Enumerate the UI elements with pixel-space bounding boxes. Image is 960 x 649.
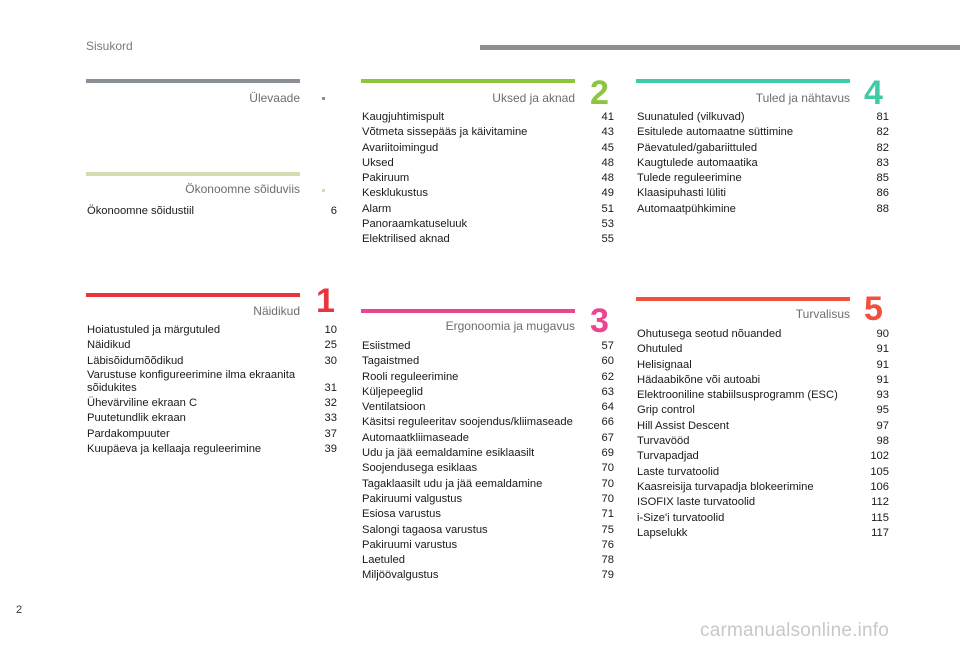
- toc-entry[interactable]: [362, 523, 614, 538]
- toc-entry-title: Ohutusega seotud nõuanded: [637, 328, 782, 340]
- s3-entries: [362, 339, 614, 584]
- toc-entry-page: 105: [870, 465, 889, 478]
- page-number: 2: [16, 604, 23, 616]
- overview-marker: [322, 97, 325, 100]
- header-label: Sisukord: [86, 39, 133, 53]
- toc-entry-title: Hädaabikõne või autoabi: [637, 373, 761, 386]
- toc-entry[interactable]: [637, 526, 889, 541]
- toc-entry[interactable]: [362, 431, 614, 446]
- toc-entry-title: Grip control: [637, 404, 695, 417]
- s3-title: Ergonoomia ja mugavus: [445, 319, 575, 333]
- toc-entry-page: 86: [876, 187, 889, 200]
- toc-entry-title: Käsitsi reguleeritav soojendus/kliimaseade: [362, 416, 573, 429]
- header-bar: [480, 45, 960, 50]
- toc-entry-page: 41: [601, 111, 614, 123]
- toc-entry[interactable]: [637, 358, 889, 373]
- toc-entry-title: Pardakompuuter: [87, 427, 170, 440]
- toc-entry[interactable]: [362, 553, 614, 568]
- toc-entry-page: 63: [601, 385, 614, 398]
- toc-entry-title: Esiosa varustus: [362, 508, 441, 521]
- toc-entry-page: 90: [876, 328, 889, 340]
- s4-number: 4: [864, 74, 883, 112]
- toc-entry-page: 78: [601, 554, 614, 567]
- toc-entry-page: 69: [601, 447, 614, 460]
- s2-title: Uksed ja aknad: [492, 91, 575, 105]
- s2-number: 2: [590, 74, 609, 112]
- toc-entry[interactable]: [637, 171, 889, 186]
- toc-entry-title: Miljöövalgustus: [362, 569, 439, 582]
- toc-entry-title: Esiistmed: [362, 340, 411, 352]
- toc-entry-title: Alarm: [362, 202, 392, 215]
- toc-entry-page: 88: [876, 202, 889, 215]
- eco-entries: [87, 204, 337, 219]
- toc-entry-page: 48: [601, 172, 614, 185]
- toc-entry-title: ISOFIX laste turvatoolid: [637, 496, 756, 509]
- toc-entry-page: 43: [601, 126, 614, 139]
- toc-entry-title: Uksed: [362, 156, 394, 169]
- toc-entry[interactable]: [637, 125, 889, 140]
- s4-bar: [636, 79, 850, 83]
- toc-entry-title: Tagaklaasilt udu ja jää eemaldamine: [362, 477, 543, 490]
- toc-entry[interactable]: [362, 446, 614, 461]
- toc-entry[interactable]: [637, 141, 889, 156]
- s1-entries: [87, 323, 337, 457]
- toc-entry-page: 39: [324, 442, 337, 455]
- toc-entry[interactable]: [637, 434, 889, 449]
- toc-entry-page: 91: [876, 358, 889, 371]
- toc-entry-page: 37: [324, 427, 337, 440]
- toc-entry[interactable]: [637, 419, 889, 434]
- toc-entry[interactable]: [637, 156, 889, 171]
- toc-entry-page: 98: [876, 435, 889, 448]
- toc-entry-title: Ühevärviline ekraan C: [87, 397, 198, 410]
- toc-entry-page: 81: [876, 111, 889, 123]
- toc-entry[interactable]: [87, 204, 337, 219]
- toc-entry-page: 76: [601, 538, 614, 551]
- toc-entry-page: 49: [601, 187, 614, 200]
- toc-entry-page: 91: [876, 373, 889, 386]
- toc-entry-title: Laste turvatoolid: [637, 465, 720, 478]
- toc-entry-title: Tagaistmed: [362, 355, 420, 368]
- toc-entry[interactable]: [362, 186, 614, 201]
- toc-entry-page: 25: [324, 339, 337, 352]
- toc-entry-page: 115: [871, 511, 889, 524]
- toc-entry-page: 53: [601, 218, 614, 231]
- toc-entry[interactable]: [362, 202, 614, 217]
- toc-entry-title: Esitulede automaatne süttimine: [637, 126, 794, 139]
- toc-entry-page: 45: [601, 141, 614, 154]
- toc-entry-title: Klaasipuhasti lüliti: [637, 187, 726, 200]
- toc-entry[interactable]: [362, 110, 614, 125]
- toc-entry-title: Salongi tagaosa varustus: [362, 523, 488, 536]
- eco-marker: [322, 189, 325, 192]
- toc-entry-title: Kaasreisija turvapadja blokeerimine: [637, 480, 814, 493]
- toc-entry[interactable]: [637, 373, 889, 388]
- toc-entry[interactable]: [637, 388, 889, 403]
- toc-entry-page: 83: [876, 156, 889, 169]
- toc-entry[interactable]: [362, 538, 614, 553]
- toc-entry-title: Küljepeeglid: [362, 385, 423, 398]
- toc-entry-title: Soojendusega esiklaas: [362, 462, 478, 475]
- toc-entry-page: 55: [601, 233, 614, 246]
- toc-entry[interactable]: [362, 370, 614, 385]
- toc-entry-title: Varustuse konfigureerimine ilma ekraanita sõidukites: [87, 368, 296, 395]
- toc-entry[interactable]: [637, 465, 889, 480]
- s4-entries: [637, 110, 889, 217]
- s1-title: Näidikud: [253, 304, 300, 318]
- toc-entry-page: 30: [324, 354, 337, 367]
- overview-bar: [86, 79, 300, 83]
- toc-entry[interactable]: [362, 232, 614, 247]
- toc-entry-page: 106: [870, 480, 889, 493]
- toc-entry-title: Turvavööd: [637, 435, 690, 448]
- toc-entry-title: Hill Assist Descent: [637, 419, 730, 432]
- toc-entry[interactable]: [362, 156, 614, 171]
- toc-entry-title: Udu ja jää eemaldamine esiklaasilt: [362, 447, 535, 460]
- toc-entry-page: 70: [601, 462, 614, 475]
- toc-entry-page: 6: [330, 205, 337, 217]
- toc-entry[interactable]: [362, 492, 614, 507]
- s5-title: Turvalisus: [795, 307, 850, 321]
- toc-entry-title: Elektrilised aknad: [362, 233, 450, 246]
- toc-entry[interactable]: [362, 568, 614, 583]
- eco-bar: [86, 172, 300, 176]
- toc-entry-page: 112: [871, 496, 889, 509]
- toc-entry[interactable]: [637, 403, 889, 418]
- toc-entry[interactable]: [362, 171, 614, 186]
- toc-entry[interactable]: [362, 461, 614, 476]
- toc-entry-page: 62: [601, 370, 614, 383]
- toc-entry-page: 51: [601, 202, 614, 215]
- toc-entry[interactable]: [87, 427, 337, 442]
- watermark: carmanualsonline.info: [700, 620, 890, 641]
- toc-entry[interactable]: [362, 477, 614, 492]
- toc-entry[interactable]: [87, 323, 337, 338]
- toc-entry-page: 64: [601, 401, 614, 414]
- toc-entry-page: 10: [324, 324, 337, 336]
- toc-entry-title: Pakiruum: [362, 172, 410, 185]
- s2-entries: [362, 110, 614, 248]
- toc-entry-title: Rooli reguleerimine: [362, 370, 459, 383]
- toc-entry-page: 66: [601, 416, 614, 429]
- s1-bar: [86, 293, 300, 297]
- toc-entry-page: 70: [601, 492, 614, 505]
- toc-entry[interactable]: [637, 186, 889, 201]
- toc-entry[interactable]: [87, 442, 337, 457]
- toc-entry-page: 71: [601, 508, 614, 521]
- toc-entry[interactable]: [637, 202, 889, 217]
- toc-entry[interactable]: [637, 511, 889, 526]
- toc-entry[interactable]: [87, 396, 337, 411]
- toc-entry-page: 102: [870, 450, 889, 463]
- toc-entry-page: 97: [876, 419, 889, 432]
- toc-entry-page: 48: [601, 156, 614, 169]
- toc-entry-title: Päevatuled/gabariittuled: [637, 141, 758, 154]
- toc-entry[interactable]: [87, 354, 337, 369]
- toc-entry-page: 85: [876, 172, 889, 185]
- toc-entry[interactable]: [362, 339, 614, 354]
- toc-entry-title: Laetuled: [362, 554, 405, 567]
- toc-entry-title: Kuupäeva ja kellaaja reguleerimine: [87, 442, 262, 455]
- toc-entry[interactable]: [362, 385, 614, 400]
- toc-entry-title: Pakiruumi varustus: [362, 538, 458, 551]
- toc-entry-title: Automaatpühkimine: [637, 202, 736, 215]
- toc-entry-title: Kaugtulede automaatika: [637, 156, 758, 169]
- toc-entry-title: Suunatuled (vilkuvad): [637, 111, 745, 123]
- toc-entry-page: 93: [876, 389, 889, 402]
- toc-entry-page: 95: [876, 404, 889, 417]
- s5-number: 5: [864, 290, 883, 328]
- toc-entry[interactable]: [637, 110, 889, 125]
- toc-entry-page: 32: [324, 397, 337, 410]
- toc-entry-page: 117: [871, 526, 889, 539]
- toc-entry-title: Panoraamkatuseluuk: [362, 218, 468, 231]
- s5-entries: [637, 327, 889, 541]
- toc-entry-title: Avariitoimingud: [362, 141, 439, 154]
- s5-bar: [636, 297, 850, 301]
- overview-title: Ülevaade: [249, 91, 300, 105]
- toc-entry-page: 33: [324, 412, 337, 425]
- toc-entry[interactable]: [362, 400, 614, 415]
- toc-entry-title: Pakiruumi valgustus: [362, 492, 463, 505]
- s1-number: 1: [316, 282, 335, 320]
- toc-entry-title: Võtmeta sissepääs ja käivitamine: [362, 126, 528, 139]
- toc-entry-page: 67: [601, 431, 614, 444]
- toc-entry[interactable]: [87, 411, 337, 426]
- toc-entry-title: Lapselukk: [637, 526, 688, 539]
- toc-entry-title: Hoiatustuled ja märgutuled: [87, 324, 221, 336]
- toc-entry[interactable]: [637, 495, 889, 510]
- toc-entry-page: 91: [876, 343, 889, 356]
- toc-entry[interactable]: [362, 141, 614, 156]
- eco-title: Ökonoomne sõiduviis: [185, 182, 300, 196]
- s3-number: 3: [590, 302, 609, 340]
- toc-entry[interactable]: [637, 327, 889, 342]
- toc-entry-title: Tulede reguleerimine: [637, 172, 742, 185]
- toc-entry-title: Helisignaal: [637, 358, 692, 371]
- toc-entry-page: 75: [601, 523, 614, 536]
- toc-entry-title: Ökonoomne sõidustiil: [87, 205, 194, 217]
- toc-entry-title: Ohutuled: [637, 343, 683, 356]
- toc-entry[interactable]: [637, 480, 889, 495]
- toc-entry-page: 70: [601, 477, 614, 490]
- s3-bar: [361, 309, 575, 313]
- toc-entry-title: Elektrooniline stabiilsusprogramm (ESC): [637, 389, 838, 402]
- toc-entry-title: Turvapadjad: [637, 450, 699, 463]
- toc-entry[interactable]: [362, 354, 614, 369]
- toc-entry-title: Läbisõidumõõdikud: [87, 354, 184, 367]
- toc-entry-page: 60: [601, 355, 614, 368]
- toc-entry-page: 79: [601, 569, 614, 582]
- toc-entry[interactable]: [87, 369, 337, 396]
- toc-entry-title: Ventilatsioon: [362, 401, 426, 414]
- toc-entry-title: Kesklukustus: [362, 187, 428, 200]
- toc-entry-title: Kaugjuhtimispult: [362, 111, 445, 123]
- toc-entry[interactable]: [637, 342, 889, 357]
- toc-entry-title: i-Size'i turvatoolid: [637, 511, 725, 524]
- toc-entry[interactable]: [362, 217, 614, 232]
- toc-entry[interactable]: [87, 338, 337, 353]
- toc-entry[interactable]: [362, 125, 614, 140]
- toc-entry-title: Näidikud: [87, 339, 131, 352]
- s4-title: Tuled ja nähtavus: [755, 91, 850, 105]
- s2-bar: [361, 79, 575, 83]
- toc-entry[interactable]: [362, 415, 614, 430]
- toc-entry-title: Automaatkliimaseade: [362, 431, 469, 444]
- toc-entry-page: 82: [876, 141, 889, 154]
- toc-entry-title: Puutetundlik ekraan: [87, 412, 186, 425]
- toc-entry[interactable]: [637, 449, 889, 464]
- toc-entry-page: 82: [876, 126, 889, 139]
- toc-entry-page: 31: [324, 381, 337, 394]
- toc-entry-page: 57: [601, 340, 614, 352]
- toc-entry[interactable]: [362, 507, 614, 522]
